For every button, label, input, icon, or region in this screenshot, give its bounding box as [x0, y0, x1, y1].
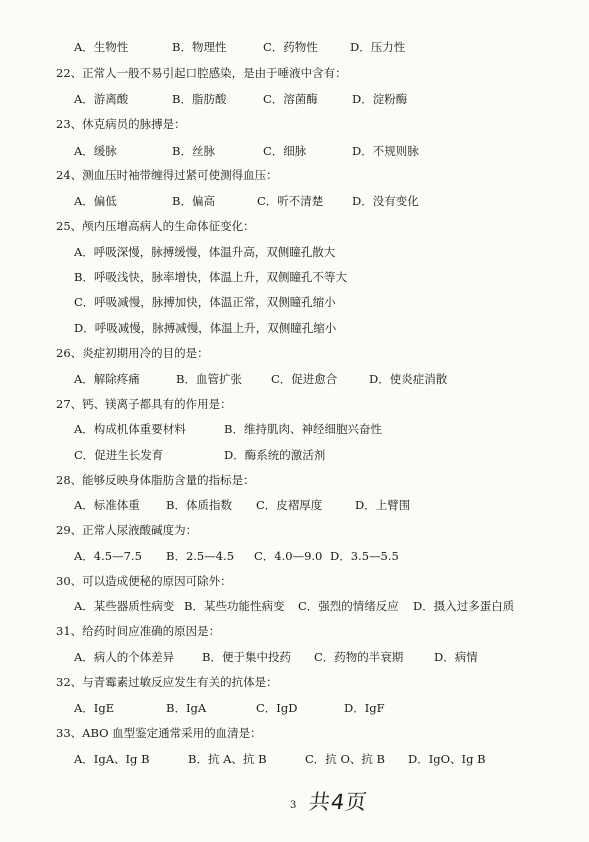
option-c: C．溶菌酶: [263, 92, 318, 106]
option-a: A．IgE: [74, 701, 115, 715]
question-26: 26、炎症初期用冷的目的是：: [56, 346, 209, 360]
option-d: D．摄入过多蛋白质: [413, 599, 515, 613]
option-b: B．脂肪酸: [172, 92, 227, 106]
option-a: A．呼吸深慢，脉搏缓慢，体温升高，双侧瞳孔散大: [74, 245, 336, 259]
option-a: A．缓脉: [74, 144, 117, 158]
option-d: D．IgF: [344, 701, 385, 715]
option-b: B．2.5—4.5: [166, 549, 235, 563]
option-c: C．促进愈合: [271, 372, 338, 386]
option-c: C．4.0—9.0: [254, 549, 323, 563]
option-a: A．4.5—7.5: [74, 549, 142, 563]
option-d: D．上臂围: [355, 498, 411, 512]
option-c: C．促进生长发育: [74, 448, 164, 462]
question-29: 29、正常人尿液酸碱度为：: [56, 523, 198, 537]
option-c: C．药物的半衰期: [314, 650, 404, 664]
question-33: 33、ABO 血型鉴定通常采用的血清是：: [56, 726, 262, 740]
option-a: A．病人的个体差异: [74, 650, 175, 664]
option-d: D．IgO、Ig B: [408, 752, 486, 766]
option-d: D．没有变化: [352, 194, 419, 208]
option-b: B．便于集中投药: [202, 650, 291, 664]
option-b: B．偏高: [172, 194, 215, 208]
option-c: C．药物性: [263, 40, 318, 54]
option-b: B．IgA: [166, 701, 207, 715]
question-31: 31、给药时间应准确的原因是：: [56, 624, 221, 638]
option-b: B．某些功能性病变: [184, 599, 285, 613]
option-a: A．游离酸: [74, 92, 129, 106]
option-d: D．病情: [434, 650, 478, 664]
option-d: D．不规则脉: [352, 144, 419, 158]
option-b: B．丝脉: [172, 144, 215, 158]
option-a: A．某些器质性病变: [74, 599, 175, 613]
option-a: A．构成机体重要材料: [74, 422, 186, 436]
handwritten-page-count: 共4页: [307, 790, 370, 814]
option-c: C．抗 O、抗 B: [305, 752, 385, 766]
option-d: D．淀粉酶: [352, 92, 408, 106]
option-b: B．抗 A、抗 B: [188, 752, 267, 766]
option-d: D．呼吸减慢，脉搏减慢，体温上升，双侧瞳孔缩小: [74, 321, 337, 335]
option-b: B．血管扩张: [176, 372, 242, 386]
question-24: 24、测血压时袖带缠得过紧可使测得血压：: [56, 168, 278, 182]
option-d: D．酶系统的激活剂: [224, 448, 326, 462]
option-b: B．维持肌肉、神经细胞兴奋性: [224, 422, 382, 436]
option-c: C．听不清楚: [257, 194, 324, 208]
option-c: C．强烈的情绪反应: [298, 599, 399, 613]
question-27: 27、钙、镁离子都具有的作用是：: [56, 397, 232, 411]
option-c: C．皮褶厚度: [256, 498, 323, 512]
question-28: 28、能够反映身体脂肪含量的指标是：: [56, 473, 255, 487]
page-number: 3: [290, 800, 297, 811]
question-23: 23、休克病员的脉搏是：: [56, 117, 186, 131]
question-30: 30、可以造成便秘的原因可除外：: [56, 574, 232, 588]
question-25: 25、颅内压增高病人的生命体征变化：: [56, 219, 255, 233]
option-a: A．生物性: [74, 40, 129, 54]
option-c: C．细脉: [263, 144, 307, 158]
option-b: B．体质指数: [166, 498, 232, 512]
option-d: D．使炎症消散: [369, 372, 448, 386]
option-c: C．呼吸减慢，脉搏加快，体温正常，双侧瞳孔缩小: [74, 295, 336, 309]
option-c: C．IgD: [256, 701, 298, 715]
option-a: A．IgA、Ig B: [74, 752, 150, 766]
option-d: D．3.5—5.5: [330, 549, 399, 563]
question-32: 32、与青霉素过敏反应发生有关的抗体是：: [56, 675, 278, 689]
option-b: B．物理性: [172, 40, 227, 54]
option-a: A．解除疼痛: [74, 372, 140, 386]
option-a: A．偏低: [74, 194, 117, 208]
option-a: A．标准体重: [74, 498, 140, 512]
option-b: B．呼吸浅快，脉率增快，体温上升，双侧瞳孔不等大: [74, 270, 347, 284]
question-22: 22、正常人一般不易引起口腔感染，是由于唾液中含有：: [56, 66, 347, 80]
option-d: D．压力性: [350, 40, 406, 54]
